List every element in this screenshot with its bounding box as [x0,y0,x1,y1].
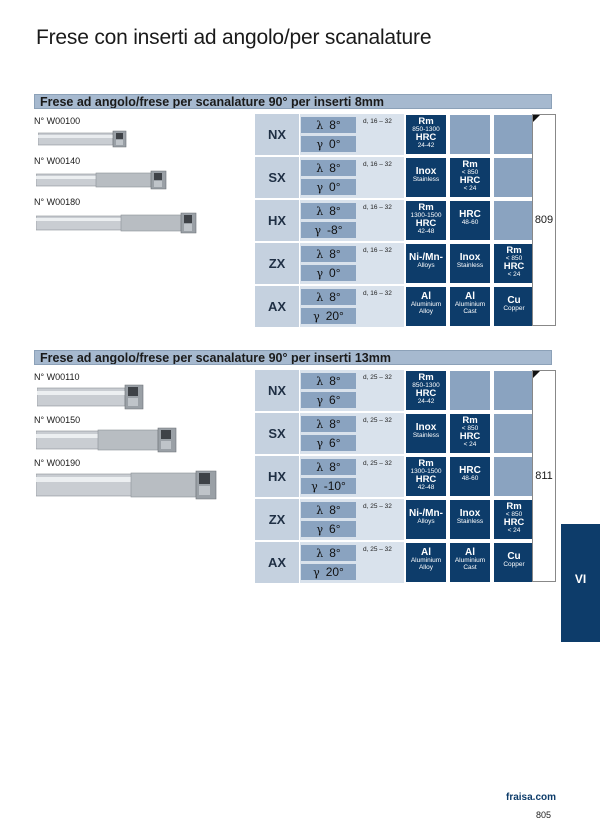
lambda-symbol: λ [316,417,324,431]
reference-page: 811 [535,470,553,482]
gamma-angle [301,265,356,281]
lambda-value: 8° [329,546,341,560]
material-cell [406,543,446,582]
material-title: HRC [415,474,437,485]
tool-image [38,128,128,148]
product-code: N° W00140 [34,156,81,166]
material-detail: 24-42 [417,397,435,405]
lambda-symbol: λ [316,374,324,388]
gamma-angle [301,435,356,451]
material-cell [494,543,534,582]
diameter-range: d, 16 – 32 [363,290,392,297]
gamma-angle [301,308,356,324]
gamma-value: 0° [329,137,341,151]
material-cell [450,244,490,283]
material-detail: < 850 [505,510,523,518]
material-title: Inox [459,508,481,519]
lambda-value: 8° [329,204,341,218]
material-cell [450,371,490,410]
material-title: HRC [459,175,481,186]
product-code: N° W00110 [34,372,80,382]
material-cell [406,500,446,539]
lambda-value: 8° [329,460,341,474]
corner-marker [533,371,540,378]
material-detail: 42-48 [417,483,435,491]
lambda-symbol: λ [316,546,324,560]
lambda-value: 8° [329,290,341,304]
material-detail: 48-60 [461,219,479,226]
chapter-tab-label: VI [574,572,587,586]
insert-row-ax [255,286,525,327]
material-cell [406,115,446,154]
material-title: Rm [506,245,522,256]
material-detail: Alloys [417,518,435,525]
product-w00110[interactable] [34,372,234,412]
material-cell [494,287,534,326]
gamma-value: 6° [329,436,341,450]
page-title: Frese con inserti ad angolo/per scanalature [36,26,432,49]
gamma-value: 20° [325,309,344,323]
diameter-range: d, 25 – 32 [363,546,392,553]
lambda-angle [301,459,356,475]
material-cell [450,414,490,453]
material-detail: 1300-1500 [410,211,442,219]
material-detail: Alloys [417,262,435,269]
section-header: Frese ad angolo/frese per scanalature 90° per inserti 8mm [34,94,552,109]
material-detail: Aluminium [410,557,442,564]
material-detail: < 24 [507,526,521,534]
material-detail: 42-48 [417,227,435,235]
material-detail: Aluminium [410,301,442,308]
material-title: Rm [462,415,478,426]
insert-row-zx [255,243,525,284]
product-w00180[interactable] [34,197,234,237]
lambda-value: 8° [329,118,341,132]
material-cell [450,158,490,197]
material-title: Rm [418,458,434,469]
material-title: Ni-/Mn- [409,508,443,519]
material-title: Al [465,291,475,302]
material-title: Cu [507,551,521,562]
insert-row-sx [255,157,515,198]
lambda-angle [301,545,356,561]
lambda-angle [301,246,356,262]
lambda-value: 8° [329,374,341,388]
material-detail: Copper [503,561,525,568]
material-cell [494,457,534,496]
tool-image [37,382,145,402]
material-detail: Copper [503,305,525,312]
material-detail: Cast [463,307,477,315]
tool-image [36,468,218,488]
material-title: Inox [415,166,437,177]
material-detail: Aluminium [454,301,486,308]
material-title: HRC [503,517,525,528]
gamma-symbol: γ [314,223,322,237]
material-cell [406,457,446,496]
lambda-symbol: λ [316,118,324,132]
insert-type[interactable]: AX [255,542,299,583]
section-13mm [34,350,554,590]
insert-type[interactable]: SX [255,413,299,454]
angle-group [300,413,404,454]
material-title: Rm [418,116,434,127]
material-detail: < 850 [461,168,479,176]
angle-group [300,286,404,327]
material-title: Cu [507,295,521,306]
diameter-range: d, 25 – 32 [363,374,392,381]
insert-row-hx [255,456,515,497]
material-title: Rm [462,159,478,170]
gamma-symbol: γ [316,522,324,536]
material-cell [494,414,534,453]
material-title: HRC [459,465,481,476]
lambda-angle [301,117,356,133]
product-w00140[interactable] [34,156,234,192]
gamma-angle [301,136,356,152]
material-detail: < 850 [505,254,523,262]
gamma-angle [301,222,356,238]
material-detail: Stainless [456,262,484,269]
angle-group [300,157,404,198]
material-detail: < 850 [461,424,479,432]
gamma-value: 0° [329,266,341,280]
material-title: Al [465,547,475,558]
material-cell [494,244,534,283]
lambda-symbol: λ [316,290,324,304]
material-detail: 24-42 [417,141,435,149]
angle-group [300,499,404,540]
material-detail: < 24 [463,440,477,448]
reference-page: 809 [534,214,554,226]
material-title: HRC [459,431,481,442]
lambda-angle [301,416,356,432]
material-title: Inox [459,252,481,263]
gamma-symbol: γ [316,137,324,151]
insert-type[interactable]: HX [255,456,299,497]
lambda-angle [301,289,356,305]
gamma-symbol: γ [313,309,320,323]
lambda-value: 8° [329,247,341,261]
material-detail: 1300-1500 [410,467,442,475]
product-w00150[interactable] [34,415,234,455]
material-cell [450,457,490,496]
product-w00190[interactable] [34,458,234,502]
material-title: Ni-/Mn- [409,252,443,263]
lambda-value: 8° [329,417,341,431]
material-title: Rm [418,372,434,383]
tool-image [36,425,178,445]
insert-row-ax [255,542,525,583]
material-title: Al [421,547,431,558]
material-detail: 48-60 [461,475,479,482]
material-cell [450,543,490,582]
material-detail: < 24 [463,184,477,192]
lambda-value: 8° [329,161,341,175]
material-title: HRC [415,218,437,229]
gamma-symbol: γ [311,479,318,493]
material-cell [494,158,534,197]
angle-group [300,200,404,241]
material-title: Rm [506,501,522,512]
gamma-symbol: γ [316,180,324,194]
page-number: 805 [536,810,552,820]
material-cell [406,244,446,283]
gamma-value: 0° [329,180,341,194]
material-cell [406,201,446,240]
diameter-range: d, 25 – 32 [363,417,392,424]
footer-url[interactable]: fraisa.com [506,792,557,803]
product-code: N° W00190 [34,458,81,468]
insert-type[interactable]: HX [255,200,299,241]
material-detail: Stainless [412,432,440,439]
gamma-angle [301,564,356,580]
tool-image [36,209,198,229]
material-cell [406,287,446,326]
product-w00100[interactable] [34,116,234,152]
material-cell [450,500,490,539]
section-header: Frese ad angolo/frese per scanalature 90° per inserti 13mm [34,350,552,365]
lambda-symbol: λ [316,161,324,175]
material-detail: Alloy [418,307,434,315]
lambda-value: 8° [329,503,341,517]
material-detail: Cast [463,563,477,571]
corner-marker [533,115,540,122]
gamma-value: -8° [327,223,343,237]
insert-row-zx [255,499,525,540]
lambda-angle [301,160,356,176]
material-title: HRC [415,132,437,143]
diameter-range: d, 16 – 32 [363,204,392,211]
angle-group [300,370,404,411]
catalog-reference[interactable] [532,370,556,582]
gamma-angle [301,179,356,195]
lambda-symbol: λ [316,460,324,474]
material-detail: 850-1300 [412,381,440,389]
material-cell [406,158,446,197]
insert-type[interactable]: ZX [255,499,299,540]
insert-type[interactable]: ZX [255,243,299,284]
insert-row-nx [255,370,515,411]
material-cell [450,287,490,326]
material-cell [494,371,534,410]
catalog-reference[interactable] [532,114,556,326]
angle-group [300,114,404,155]
gamma-value: -10° [323,479,346,493]
material-detail: Aluminium [454,557,486,564]
gamma-symbol: γ [316,436,324,450]
diameter-range: d, 16 – 32 [363,118,392,125]
material-cell [450,115,490,154]
gamma-symbol: γ [316,393,324,407]
material-title: HRC [415,388,437,399]
diameter-range: d, 16 – 32 [363,161,392,168]
angle-group [300,456,404,497]
material-detail: Stainless [412,176,440,183]
gamma-value: 6° [329,393,341,407]
material-title: Al [421,291,431,302]
lambda-symbol: λ [316,247,324,261]
material-cell [450,201,490,240]
angle-group [300,542,404,583]
lambda-symbol: λ [316,503,324,517]
diameter-range: d, 25 – 32 [363,460,392,467]
gamma-value: 6° [329,522,341,536]
angle-group [300,243,404,284]
material-cell [494,500,534,539]
material-title: HRC [459,209,481,220]
tool-image [36,168,168,188]
section-8mm [34,94,554,334]
insert-type[interactable]: AX [255,286,299,327]
gamma-symbol: γ [313,565,320,579]
product-code: N° W00100 [34,116,81,126]
product-code: N° W00150 [34,415,81,425]
material-title: Rm [418,202,434,213]
diameter-range: d, 16 – 32 [363,247,392,254]
product-code: N° W00180 [34,197,81,207]
gamma-angle [301,521,356,537]
lambda-angle [301,502,356,518]
material-detail: Alloy [418,563,434,571]
material-cell [406,414,446,453]
lambda-symbol: λ [316,204,324,218]
diameter-range: d, 25 – 32 [363,503,392,510]
material-detail: < 24 [507,270,521,278]
lambda-angle [301,373,356,389]
material-title: Inox [415,422,437,433]
insert-row-sx [255,413,515,454]
insert-row-hx [255,200,515,241]
gamma-value: 20° [325,565,344,579]
insert-type[interactable]: SX [255,157,299,198]
material-detail: Stainless [456,518,484,525]
gamma-angle [301,392,356,408]
material-cell [494,115,534,154]
material-detail: 850-1300 [412,125,440,133]
material-title: HRC [503,261,525,272]
chapter-tab[interactable] [561,524,600,642]
material-cell [494,201,534,240]
gamma-angle [301,478,356,494]
material-cell [406,371,446,410]
lambda-angle [301,203,356,219]
insert-row-nx [255,114,515,155]
insert-type[interactable]: NX [255,114,299,155]
gamma-symbol: γ [316,266,324,280]
insert-type[interactable]: NX [255,370,299,411]
